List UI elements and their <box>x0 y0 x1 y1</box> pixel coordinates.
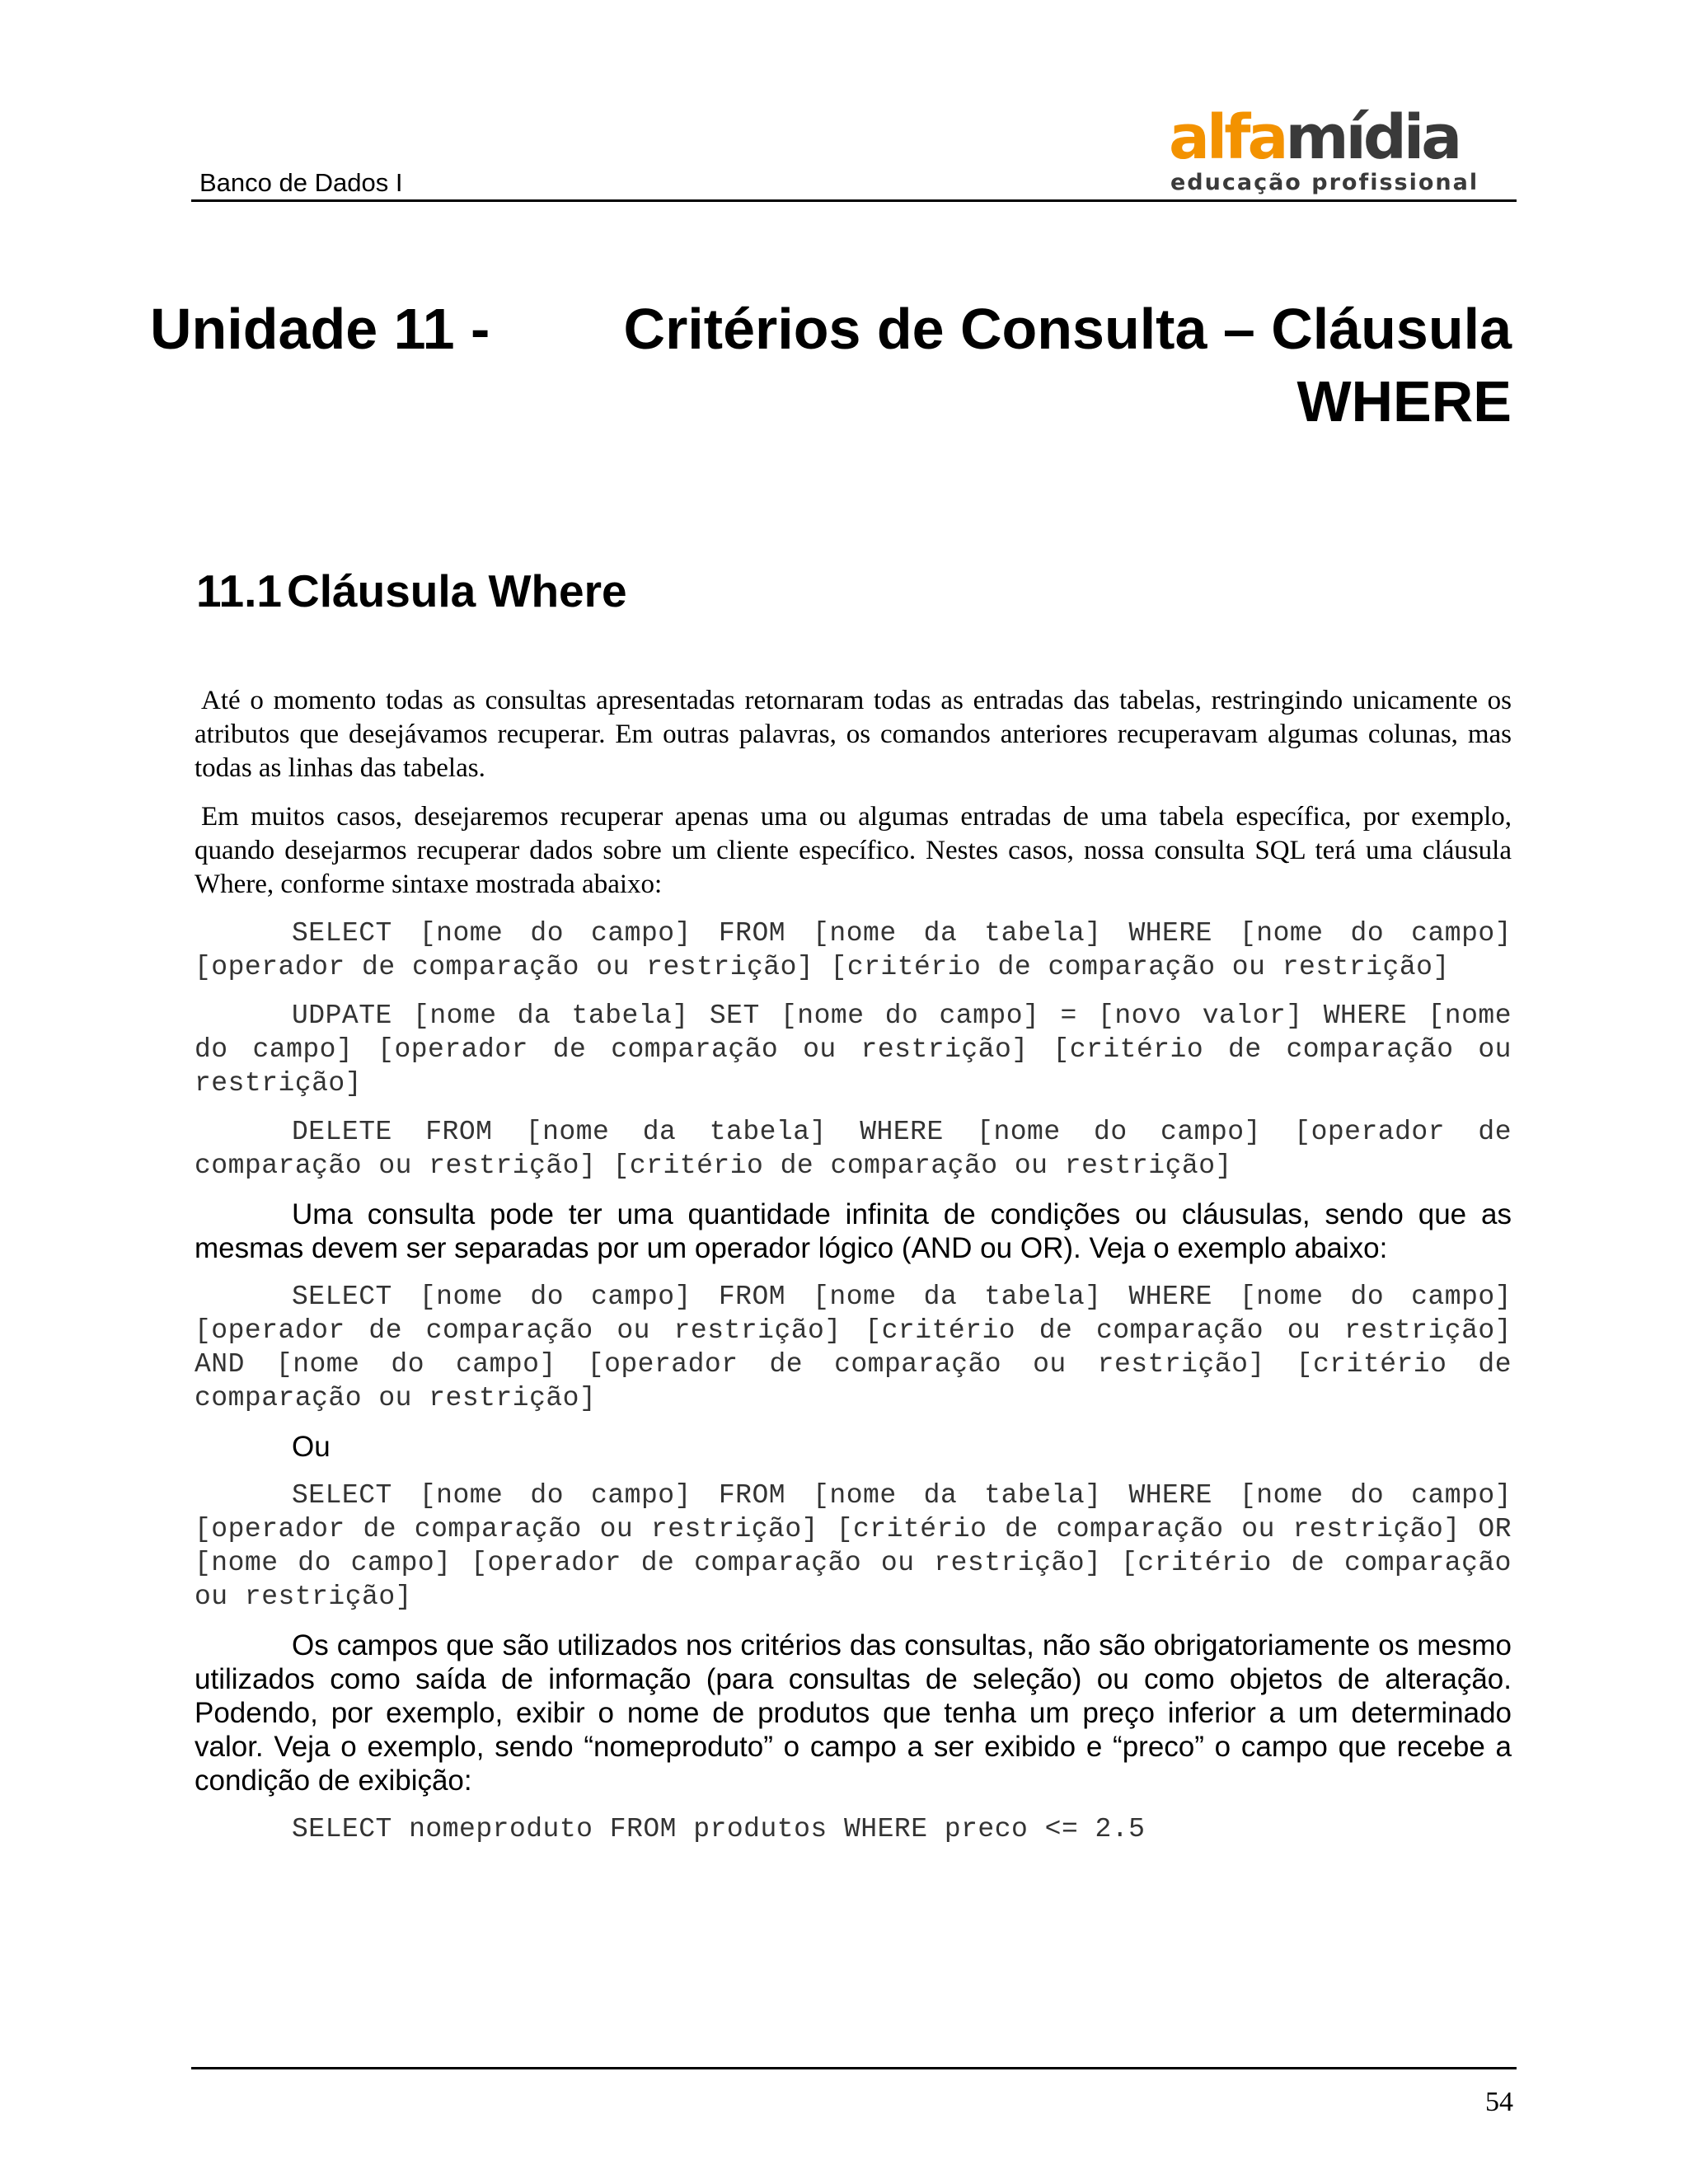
unit-title-line2: WHERE <box>1296 369 1512 434</box>
code-update-syntax: UDPATE [nome da tabela] SET [nome do campo] = [novo valor] WHERE [nome do campo] [operador de comparação ou restrição] [critério de comparação ou restrição] <box>195 1001 1512 1099</box>
section-heading <box>196 562 627 620</box>
logo-brand-part2: mídia <box>1285 107 1460 173</box>
code-product-example: SELECT nomeproduto FROM produtos WHERE preco <= 2.5 <box>292 1814 1146 1844</box>
svg-text:alfamídia <box>1169 107 1459 173</box>
logo-tagline: educação profissional <box>1170 170 1479 194</box>
logo-brand-part1: alfa <box>1169 107 1286 173</box>
section-title: Cláusula Where <box>287 565 627 616</box>
code-and-example: SELECT [nome do campo] FROM [nome da tabela] WHERE [nome do campo] [operador de comparação ou restrição] [critério de comparação ou restrição] AND [nome do campo] [operador de comparação ou restrição] [critério de comparação ou restrição] <box>195 1282 1512 1413</box>
alfamidia-logo <box>1164 107 1510 194</box>
code-select-syntax: SELECT [nome do campo] FROM [nome da tabela] WHERE [nome do campo] [operador de comparação ou restrição] [critério de comparação ou restrição] <box>195 918 1512 982</box>
section-number: 11.1 <box>196 565 283 616</box>
page-header <box>191 107 1517 202</box>
paragraph-intro: Até o momento todas as consultas apresentadas retornaram todas as entradas das tabelas, restringindo unicamente os atributos que desejávamos recuperar. Em outras palavras, os comandos anteriores recuperavam algumas colunas, mas todas as linhas das tabelas. <box>195 686 1512 783</box>
page-number: 54 <box>1485 2087 1513 2117</box>
paragraph-criteria-fields: Os campos que são utilizados nos critérios das consultas, não são obrigatoriamente os mesmo utilizados como saída de informação (para consultas de seleção) ou como objetos de alteração. Podendo, por exemplo, exibir o nome de produtos que tenha um preço inferior a um determinado valor. Veja o exemplo, sendo “nomeproduto” o campo a ser exibido e “preco” o campo que recebe a condição de exibição: <box>195 1629 1512 1797</box>
unit-title-line1: Critérios de Consulta – Cláusula <box>623 297 1512 361</box>
document-title: Banco de Dados I <box>199 168 403 197</box>
footer-divider <box>191 2067 1517 2069</box>
paragraph-logical-operators: Uma consulta pode ter uma quantidade infinita de condições ou cláusulas, sendo que as mesmas devem ser separadas por um operador lógico (AND ou OR). Veja o exemplo abaixo: <box>195 1198 1512 1264</box>
page-body <box>195 684 1512 1861</box>
code-or-example: SELECT [nome do campo] FROM [nome da tabela] WHERE [nome do campo] [operador de comparação ou restrição] [critério de comparação ou restrição] OR [nome do campo] [operador de comparação ou restrição] [critério de comparação ou restrição] <box>195 1480 1512 1612</box>
paragraph-where-intro: Em muitos casos, desejaremos recuperar apenas uma ou algumas entradas de uma tabela específica, por exemplo, quando desejarmos recuperar dados sobre um cliente específico. Nestes casos, nossa consulta SQL terá uma cláusula Where, conforme sintaxe mostrada abaixo: <box>195 802 1512 899</box>
code-delete-syntax: DELETE FROM [nome da tabela] WHERE [nome do campo] [operador de comparação ou restrição] [critério de comparação ou restrição] <box>195 1117 1512 1181</box>
unit-number: Unidade 11 - <box>150 297 490 361</box>
or-label: Ou <box>292 1431 331 1463</box>
